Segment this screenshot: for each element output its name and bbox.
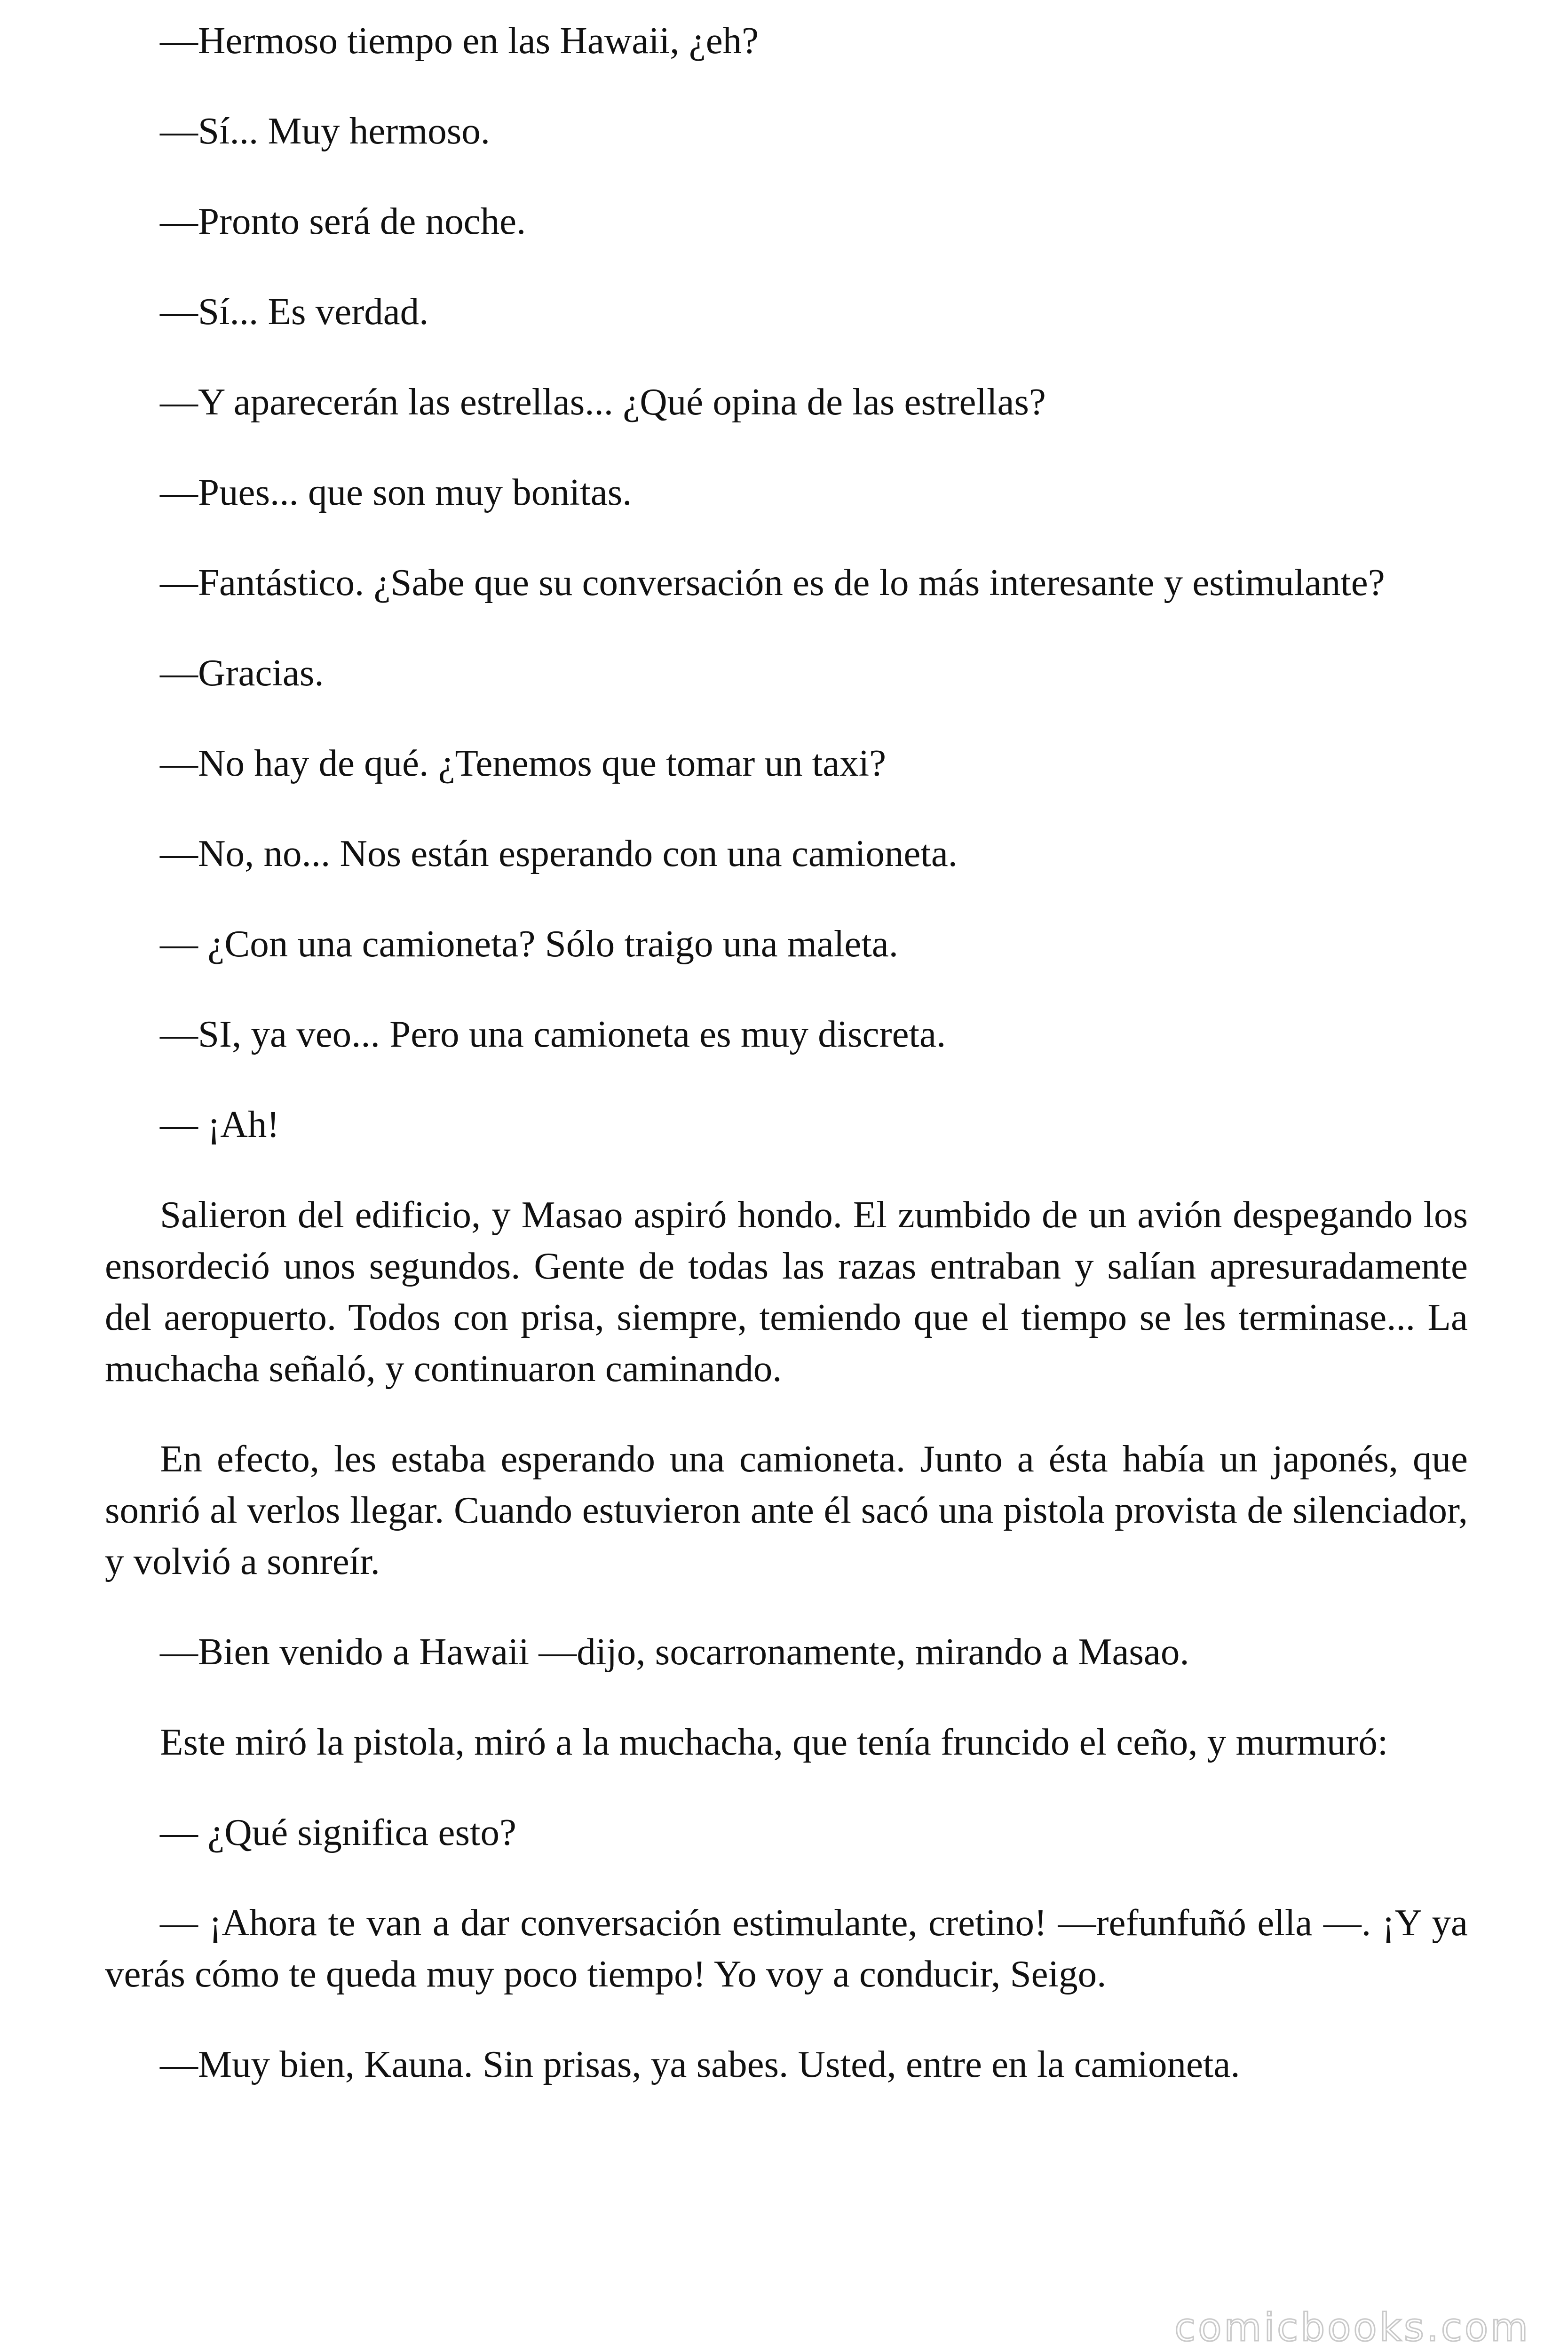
watermark: comicbooks.com: [1174, 2305, 1530, 2350]
dialogue-paragraph: —No, no... Nos están esperando con una camioneta.: [160, 832, 958, 874]
dialogue-paragraph: —Sí... Muy hermoso.: [160, 110, 491, 152]
dialogue-paragraph: — ¡Ah!: [160, 1103, 280, 1145]
dialogue-paragraph: —Pronto será de noche.: [160, 200, 526, 242]
dialogue-paragraph: —Muy bien, Kauna. Sin prisas, ya sabes. Usted, entre en la camioneta.: [160, 2043, 1240, 2085]
dialogue-paragraph: —Fantástico. ¿Sabe que su conversación es de lo más interesante y estimulante?: [160, 561, 1385, 604]
dialogue-paragraph: —No hay de qué. ¿Tenemos que tomar un taxi?: [160, 742, 887, 784]
narrative-paragraph: Este miró la pistola, miró a la muchacha, que tenía fruncido el ceño, y murmuró:: [160, 1721, 1388, 1763]
dialogue-paragraph: — ¿Qué significa esto?: [160, 1811, 516, 1853]
dialogue-paragraph: — ¿Con una camioneta? Sólo traigo una maleta.: [160, 922, 899, 965]
dialogue-paragraph: —SI, ya veo... Pero una camioneta es muy discreta.: [160, 1013, 946, 1055]
dialogue-paragraph: —Sí... Es verdad.: [160, 290, 429, 333]
dialogue-paragraph: —Gracias.: [160, 652, 324, 694]
dialogue-paragraph: —Pues... que son muy bonitas.: [160, 471, 632, 513]
narrative-paragraph: En efecto, les estaba esperando una camioneta. Junto a ésta había un japonés, que sonrió al verlos llegar. Cuando estuvieron ante él sacó una pistola provista de silenciador, y volvió a sonreír.: [105, 1438, 1468, 1582]
narrative-paragraph: Salieron del edificio, y Masao aspiró hondo. El zumbido de un avión despegando los ensordeció unos segundos. Gente de todas las razas entraban y salían apresuradamente del aeropuerto. Todos con prisa, siempre, temiendo que el tiempo se les terminase... La muchacha señaló, y continuaron caminando.: [105, 1193, 1468, 1390]
dialogue-paragraph: — ¡Ahora te van a dar conversación estimulante, cretino! —refunfuñó ella —. ¡Y ya verás cómo te queda muy poco tiempo! Yo voy a conducir, Seigo.: [105, 1901, 1468, 1995]
dialogue-paragraph: —Y aparecerán las estrellas... ¿Qué opina de las estrellas?: [160, 381, 1046, 423]
dialogue-paragraph: —Bien venido a Hawaii —dijo, socarronamente, mirando a Masao.: [160, 1630, 1189, 1673]
dialogue-paragraph: —Hermoso tiempo en las Hawaii, ¿eh?: [160, 19, 759, 62]
